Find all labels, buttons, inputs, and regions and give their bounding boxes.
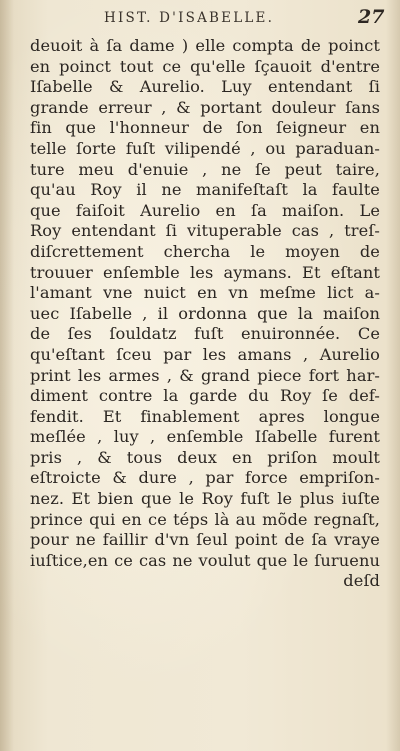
text-line: diment contre la garde du Roy ſe def-	[30, 386, 380, 406]
text-line: Roy entendant ſi vituperable cas , treſ-	[30, 221, 380, 241]
text-line: que faiſoit Aurelio en ſa maiſon. Le	[30, 200, 380, 220]
text-line: qu'eſtant ſceu par les amans , Aurelio	[30, 344, 380, 364]
page-right-edge	[386, 0, 400, 751]
text-line: diſcrettement chercha le moyen de	[30, 241, 380, 261]
text-line: pour ne faillir d'vn ſeul point de ſa vraye	[30, 530, 380, 550]
body-text	[30, 36, 380, 592]
text-line: de ſes ſouldatz fuſt enuironnée. Ce	[30, 324, 380, 344]
text-line: trouuer enſemble les aymans. Et eſtant	[30, 262, 380, 282]
text-line: pris , & tous deux en priſon moult	[30, 447, 380, 467]
text-line: fin que l'honneur de ſon ſeigneur en	[30, 118, 380, 138]
text-line: grande erreur , & portant douleur ſans	[30, 97, 380, 117]
text-line: Iſabelle & Aurelio. Luy entendant ſi	[30, 77, 380, 97]
text-line: ture meu d'enuie , ne ſe peut taire,	[30, 159, 380, 179]
text-line: qu'au Roy il ne manifeſtaſt la faulte	[30, 180, 380, 200]
text-line: eſtroicte & dure , par force empriſon-	[30, 468, 380, 488]
catchword: deſd	[343, 571, 380, 591]
text-line: deuoit à ſa dame ) elle compta de poinct	[30, 36, 380, 55]
text-line: fendit. Et finablement apres longue	[30, 406, 380, 426]
page-number: 27	[358, 6, 385, 28]
running-title: HIST. D'ISABELLE.	[104, 10, 275, 26]
text-line: meſlée , luy , enſemble Iſabelle furent	[30, 427, 380, 447]
text-line: telle ſorte fuſt vilipendé , ou paraduan-	[30, 138, 380, 158]
text-line: uec Iſabelle , il ordonna que la maiſon	[30, 303, 380, 323]
text-line: en poinct tout ce qu'elle ſçauoit d'entre	[30, 56, 380, 76]
text-line: prince qui en ce téps là au mõde regnaſt,	[30, 509, 380, 529]
running-head	[0, 6, 400, 32]
text-line: iuſtice,en ce cas ne voulut que le ſuruenu	[30, 550, 380, 570]
page-left-edge	[0, 0, 14, 751]
text-line: nez. Et bien que le Roy fuſt le plus iuſte	[30, 489, 380, 509]
text-line: l'amant vne nuict en vn meſme lict a-	[30, 283, 380, 303]
text-line: print les armes , & grand piece fort har-	[30, 365, 380, 385]
